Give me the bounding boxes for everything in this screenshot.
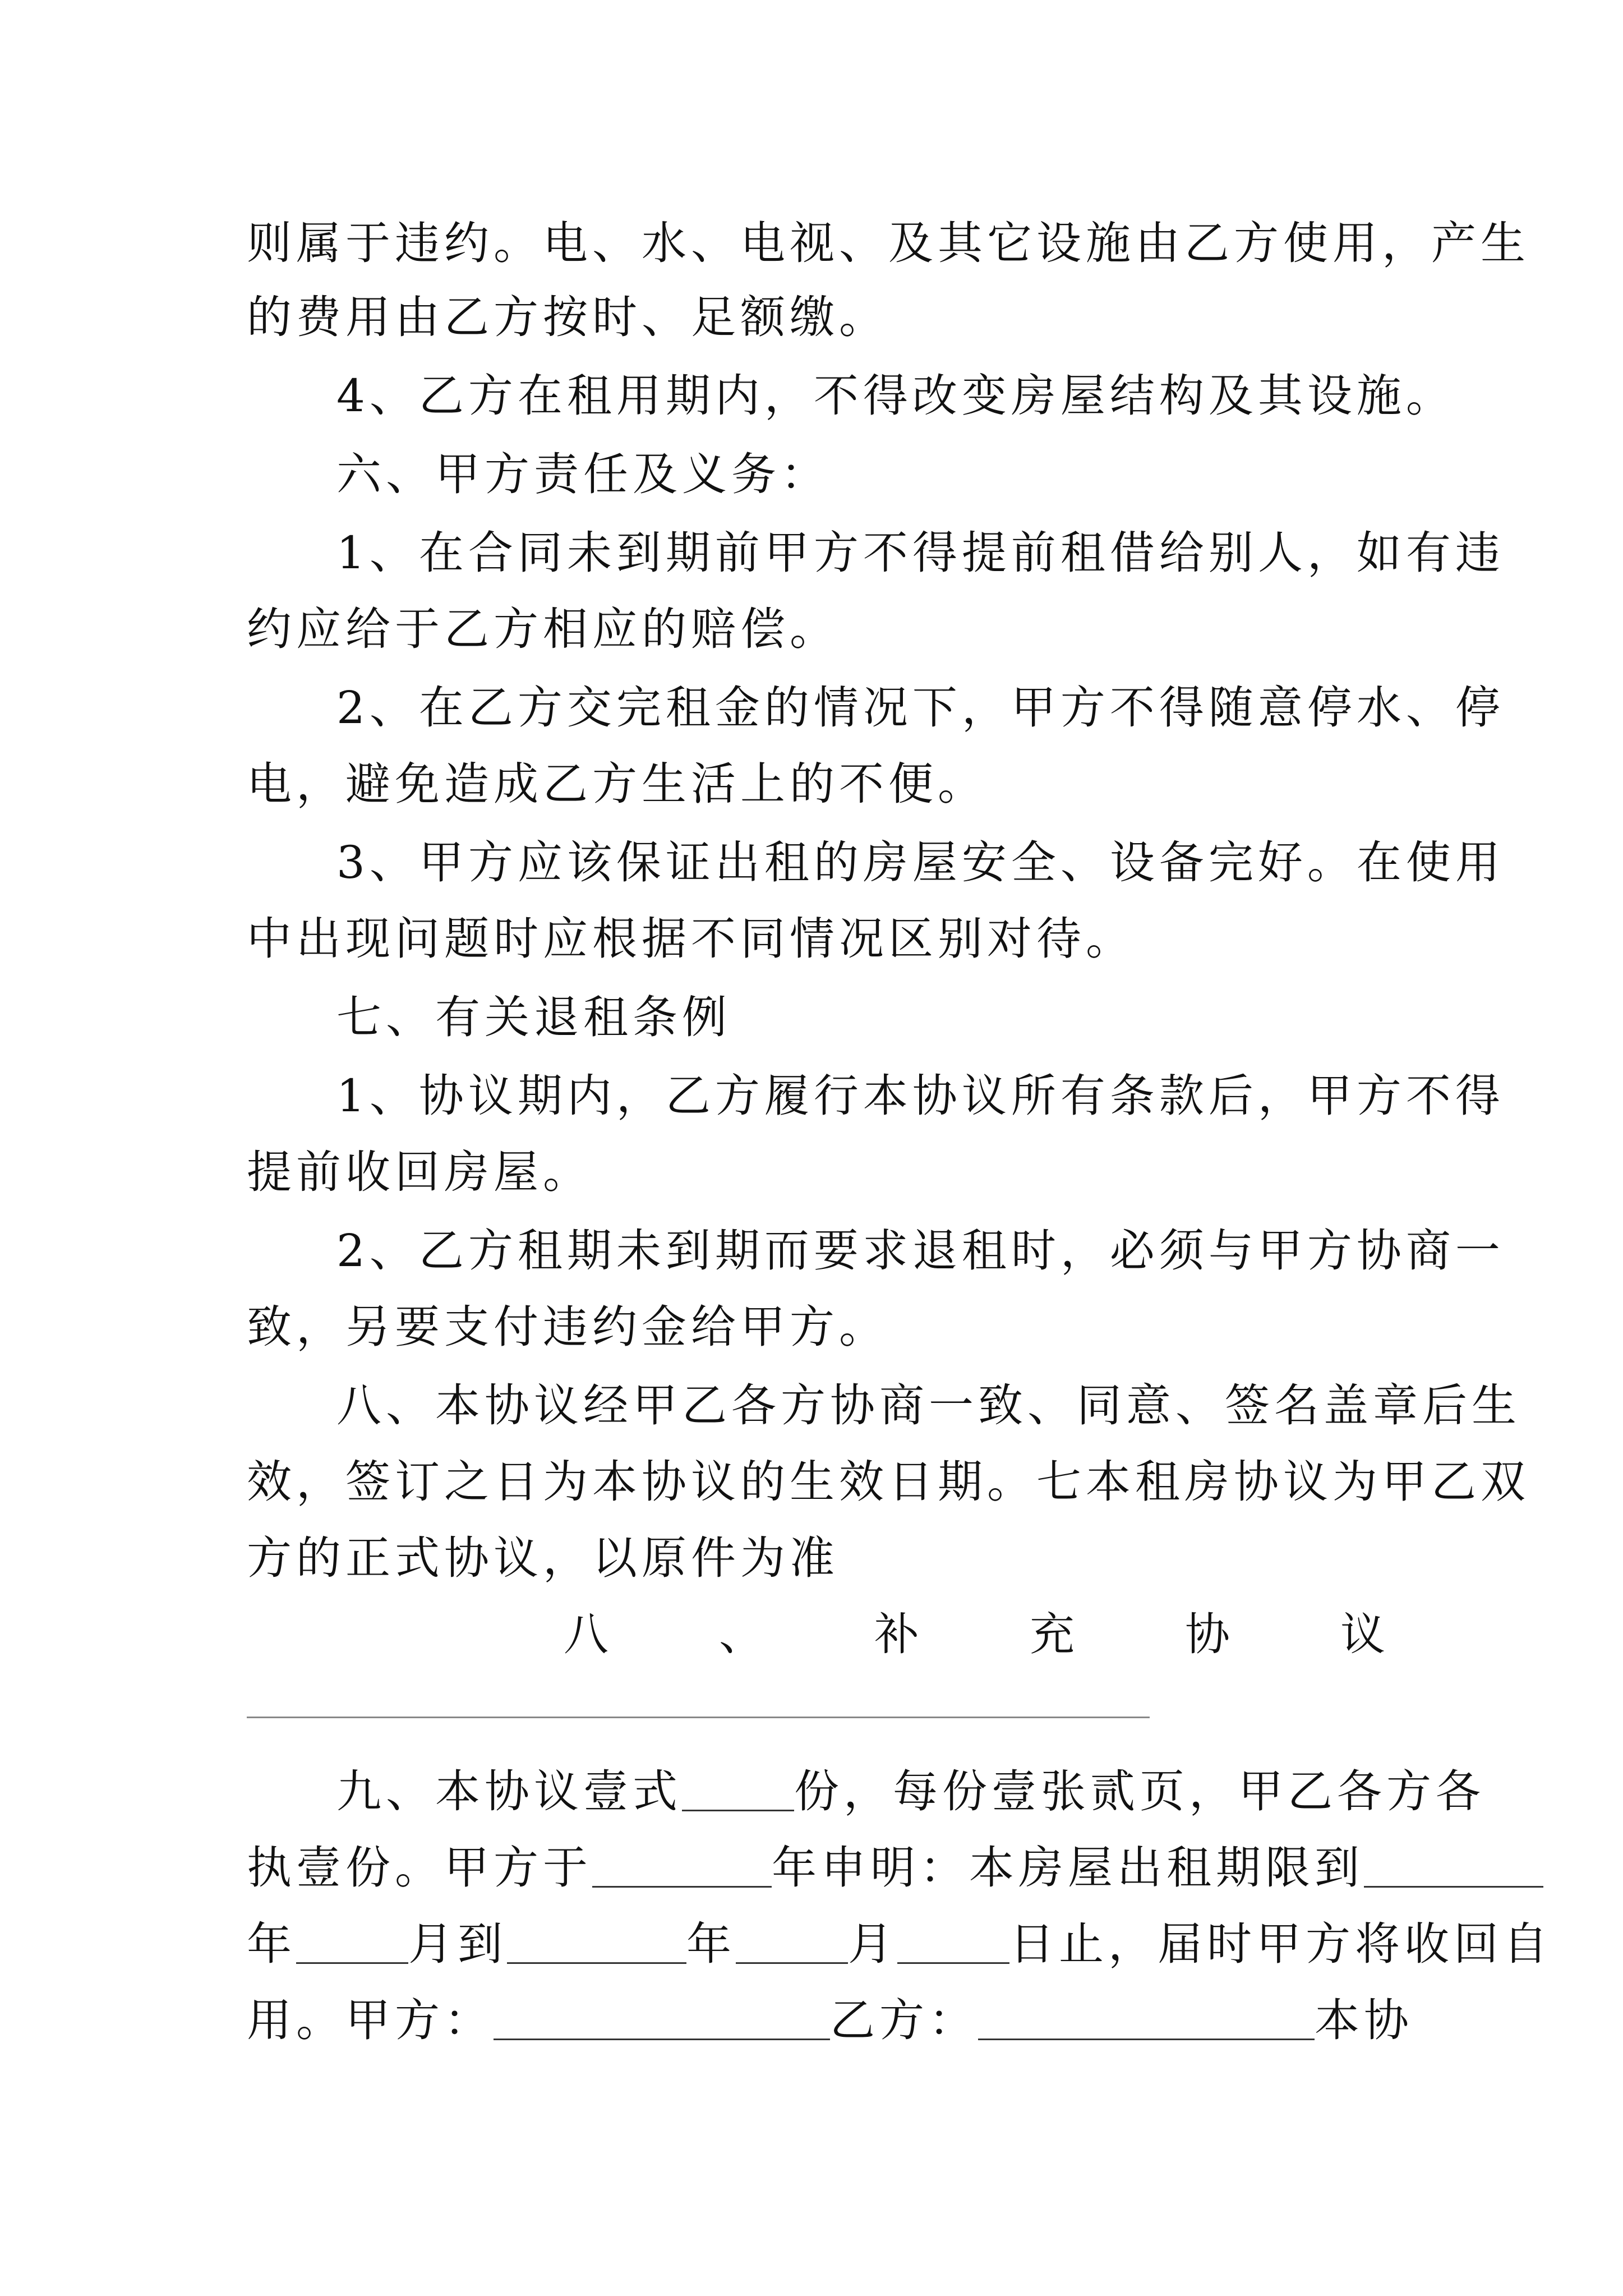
text-line: 约应给于乙方相应的赔偿。 bbox=[247, 603, 839, 655]
text-span: 年 bbox=[247, 1918, 296, 1970]
supplement-char: 协 bbox=[1185, 1608, 1230, 1660]
text-span: 月 bbox=[848, 1918, 897, 1970]
text-span: 用。甲方： bbox=[247, 1994, 494, 2046]
text-span: 本协 bbox=[1315, 1994, 1413, 2046]
para9-line-3 bbox=[247, 1906, 1552, 1983]
supplement-char: 、 bbox=[719, 1608, 764, 1660]
text-span: 日止，届时甲方将收回自 bbox=[1009, 1918, 1552, 1970]
supplement-heading bbox=[564, 1596, 1385, 1673]
declare-year-blank[interactable] bbox=[592, 1841, 772, 1888]
text-span: 年 bbox=[686, 1918, 736, 1970]
text-line: 则属于违约。电、水、电视、及其它设施由乙方使用，产生 bbox=[247, 217, 1530, 269]
section-heading: 七、有关退租条例 bbox=[336, 991, 731, 1043]
text-span: 月到 bbox=[408, 1918, 507, 1970]
section-heading: 六、甲方责任及义务： bbox=[336, 448, 830, 500]
to-day-blank[interactable] bbox=[897, 1917, 1009, 1964]
text-line: 3、甲方应该保证出租的房屋安全、设备完好。在使用 bbox=[336, 836, 1505, 889]
para9-line-1 bbox=[336, 1753, 1485, 1830]
text-line: 中出现问题时应根据不同情况区别对待。 bbox=[247, 913, 1135, 965]
supplement-char: 议 bbox=[1340, 1608, 1385, 1660]
text-line: 电，避免造成乙方生活上的不便。 bbox=[247, 758, 987, 810]
text-line: 1、在合同未到期前甲方不得提前租借给别人，如有违 bbox=[336, 527, 1505, 579]
text-span: 执壹份。甲方于 bbox=[247, 1842, 592, 1894]
text-span: 年申明：本房屋出租期限到 bbox=[772, 1842, 1364, 1894]
to-year-blank[interactable] bbox=[507, 1917, 686, 1964]
end-month-blank[interactable] bbox=[296, 1917, 408, 1964]
to-month-blank[interactable] bbox=[736, 1917, 848, 1964]
text-line: 4、乙方在租用期内，不得改变房屋结构及其设施。 bbox=[336, 370, 1455, 422]
text-line: 的费用由乙方按时、足额缴。 bbox=[247, 291, 888, 343]
supplement-char: 充 bbox=[1030, 1608, 1075, 1660]
party-a-blank[interactable] bbox=[494, 1994, 830, 2040]
text-span: 份，每份壹张贰页，甲乙各方各 bbox=[794, 1765, 1485, 1818]
text-span: 乙方： bbox=[830, 1994, 978, 2046]
text-line: 致，另要支付违约金给甲方。 bbox=[247, 1301, 888, 1353]
text-line: 2、乙方租期未到期而要求退租时，必须与甲方协商一 bbox=[336, 1225, 1505, 1277]
text-line: 方的正式协议，以原件为准 bbox=[247, 1532, 839, 1584]
supplement-char: 补 bbox=[874, 1608, 919, 1660]
text-line: 八、本协议经甲乙各方协商一致、同意、签名盖章后生 bbox=[336, 1379, 1521, 1432]
text-line: 效，签订之日为本协议的生效日期。七本租房协议为甲乙双 bbox=[247, 1456, 1530, 1508]
text-span: 九、本协议壹式 bbox=[336, 1765, 682, 1818]
para9-line-2 bbox=[247, 1829, 1543, 1907]
text-line: 提前收回房屋。 bbox=[247, 1146, 592, 1198]
text-line: 1、协议期内，乙方履行本协议所有条款后，甲方不得 bbox=[336, 1070, 1505, 1122]
para9-line-4 bbox=[247, 1982, 1413, 2059]
horizontal-rule bbox=[247, 1717, 1150, 1718]
copies-blank[interactable] bbox=[682, 1765, 794, 1811]
party-b-blank[interactable] bbox=[978, 1994, 1315, 2040]
end-year-blank[interactable] bbox=[1364, 1841, 1543, 1888]
supplement-char: 八 bbox=[564, 1608, 608, 1660]
text-line: 2、在乙方交完租金的情况下，甲方不得随意停水、停 bbox=[336, 682, 1505, 734]
